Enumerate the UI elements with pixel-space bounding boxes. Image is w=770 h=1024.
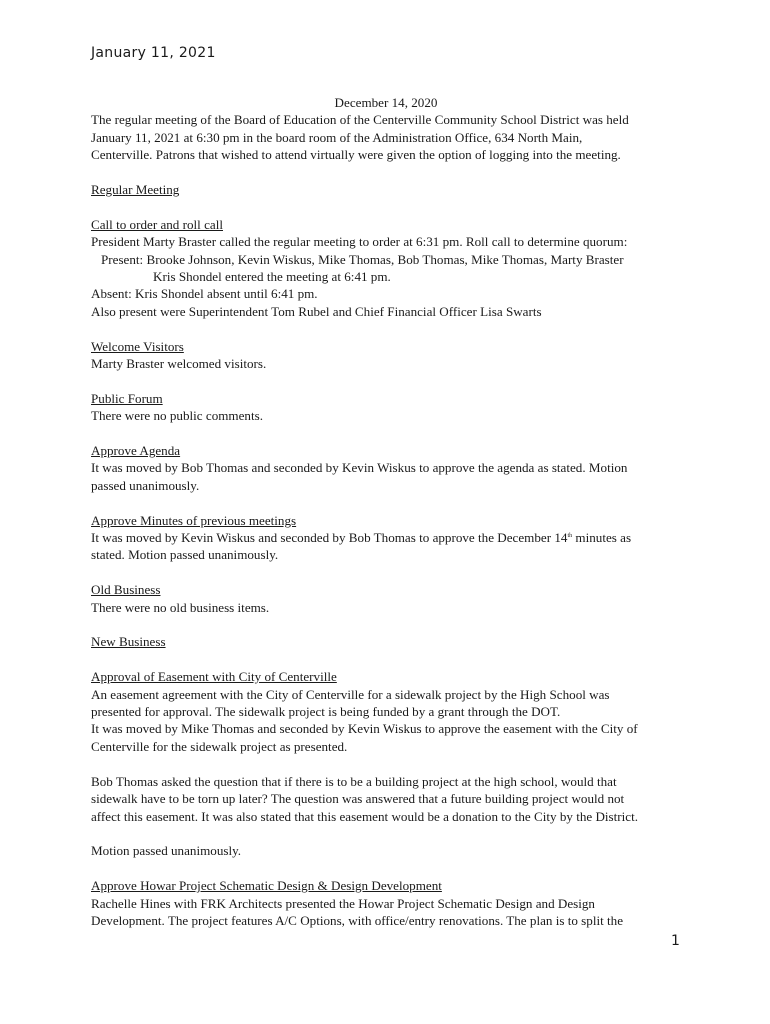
- previous-minutes-text-part: It was moved by Kevin Wiskus and seconded by Bob Thomas to approve the December 14: [91, 530, 568, 546]
- howar-text: Development. The project features A/C Options, with office/entry renovations. The plan is to split the: [91, 912, 624, 928]
- intro-line: Centerville. Patrons that wished to attend virtually were given the option of logging into the meeting.: [91, 147, 621, 163]
- section-heading-call-to-order: Call to order and roll call: [91, 216, 223, 232]
- meeting-date: December 14, 2020: [334, 95, 438, 110]
- section-heading-regular-meeting: Regular Meeting: [91, 182, 180, 198]
- present-note: Kris Shondel entered the meeting at 6:41 pm.: [153, 269, 391, 285]
- section-heading-howar-project: Approve Howar Project Schematic Design & Design Development: [91, 878, 442, 894]
- public-forum-text: There were no public comments.: [91, 408, 263, 424]
- agenda-text: passed unanimously.: [91, 477, 200, 493]
- minutes-document: [91, 94, 681, 929]
- previous-minutes-text: stated. Motion passed unanimously.: [91, 547, 279, 563]
- howar-text: Rachelle Hines with FRK Architects presented the Howar Project Schematic Design and Design: [91, 895, 595, 911]
- easement-question: sidewalk have to be torn up later? The question was answered that a future building project would not: [91, 791, 625, 807]
- previous-minutes-text: [91, 529, 681, 546]
- easement-motion: Motion passed unanimously.: [91, 843, 242, 859]
- easement-text: presented for approval. The sidewalk project is being funded by a grant through the DOT.: [91, 704, 561, 720]
- page-number: 1: [671, 933, 680, 949]
- absent-list: Absent: Kris Shondel absent until 6:41 pm.: [91, 286, 318, 302]
- ordinal-suffix: th: [567, 533, 573, 540]
- section-heading-public-forum: Public Forum: [91, 390, 163, 406]
- section-heading-agenda: Approve Agenda: [91, 443, 181, 459]
- page-header-date: January 11, 2021: [91, 45, 216, 61]
- section-heading-old-business: Old Business: [91, 582, 161, 598]
- agenda-text: It was moved by Bob Thomas and seconded by Kevin Wiskus to approve the agenda as stated. Motion: [91, 460, 628, 476]
- easement-text: Centerville for the sidewalk project as presented.: [91, 738, 348, 754]
- easement-text: It was moved by Mike Thomas and seconded by Kevin Wiskus to approve the easement with the City of: [91, 721, 638, 737]
- section-heading-easement: Approval of Easement with City of Centerville: [91, 669, 337, 685]
- intro-line: The regular meeting of the Board of Education of the Centerville Community School District was held: [91, 112, 629, 128]
- present-list: Present: Brooke Johnson, Kevin Wiskus, Mike Thomas, Bob Thomas, Mike Thomas, Marty Braster: [101, 251, 624, 267]
- welcome-text: Marty Braster welcomed visitors.: [91, 356, 267, 372]
- section-heading-new-business: New Business: [91, 634, 166, 650]
- easement-text: An easement agreement with the City of Centerville for a sidewalk project by the High School was: [91, 686, 610, 702]
- easement-question: affect this easement. It was also stated that this easement would be a donation to the City by the District.: [91, 808, 639, 824]
- previous-minutes-text-part: minutes as: [572, 530, 632, 546]
- easement-question: Bob Thomas asked the question that if there is to be a building project at the high school, would that: [91, 773, 617, 789]
- section-heading-previous-minutes: Approve Minutes of previous meetings: [91, 512, 297, 528]
- old-business-text: There were no old business items.: [91, 599, 270, 615]
- intro-line: January 11, 2021 at 6:30 pm in the board room of the Administration Office, 634 North Main,: [91, 129, 583, 145]
- also-present: Also present were Superintendent Tom Rubel and Chief Financial Officer Lisa Swarts: [91, 303, 542, 319]
- call-to-order-text: President Marty Braster called the regular meeting to order at 6:31 pm. Roll call to determine quorum:: [91, 234, 628, 250]
- section-heading-welcome: Welcome Visitors: [91, 338, 184, 354]
